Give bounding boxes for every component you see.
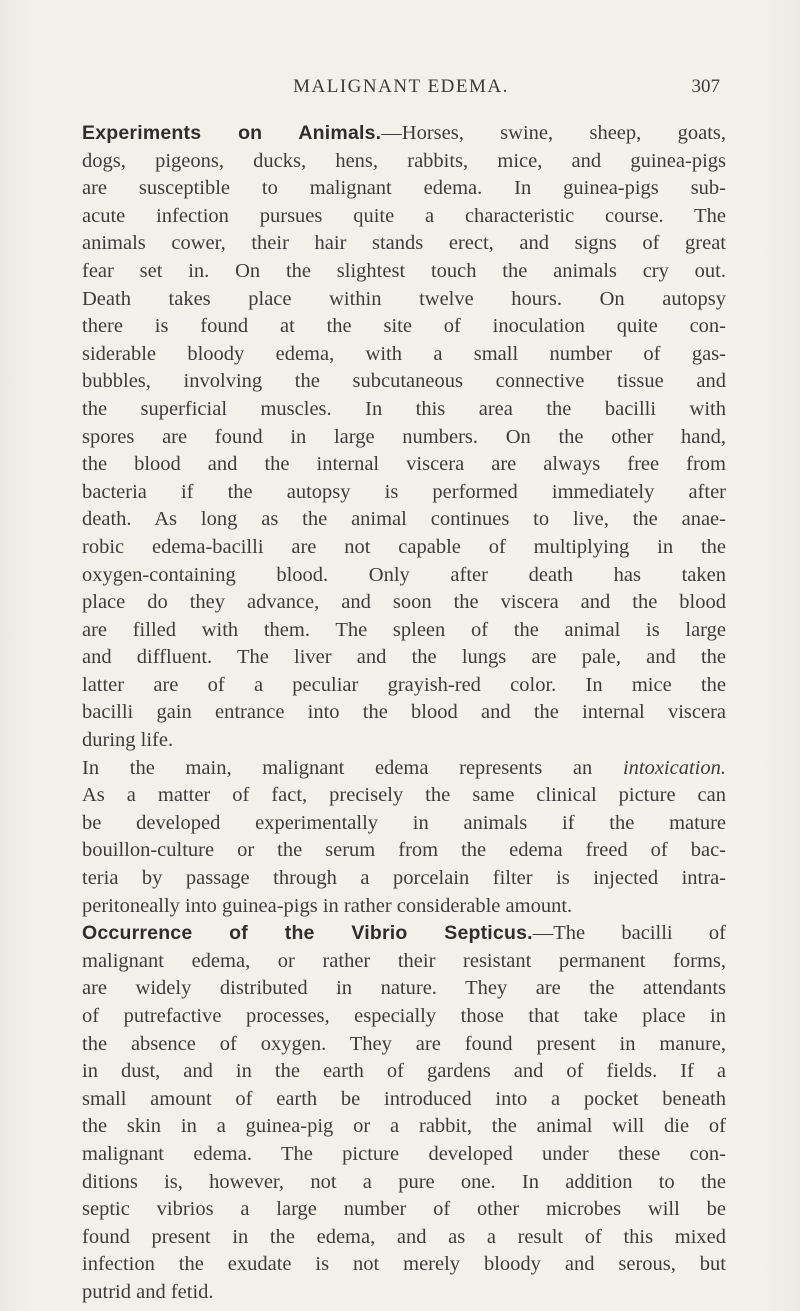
paragraph-occurrence-vibrio-septicus xyxy=(82,920,726,1306)
text-line: In the main, malignant edema represents an intoxication. xyxy=(82,756,726,779)
text-line: latter are of a peculiar grayish-red color. In mice the xyxy=(82,673,726,696)
text-line: the skin in a guinea-pig or a rabbit, the animal will die of xyxy=(82,1115,726,1138)
text-line: bacilli gain entrance into the blood and the internal viscera xyxy=(82,701,726,724)
section-heading: Experiments on Animals. xyxy=(82,122,382,144)
text-line: are widely distributed in nature. They are the attendants xyxy=(82,977,726,1000)
text-line: there is found at the site of inoculation quite con- xyxy=(82,315,726,338)
text-line: and diffluent. The liver and the lungs are pale, and the xyxy=(82,646,726,669)
text-line: are susceptible to malignant edema. In guinea-pigs sub- xyxy=(82,177,726,200)
text-line: robic edema-bacilli are not capable of multiplying in the xyxy=(82,535,726,558)
text-line: the blood and the internal viscera are always free from xyxy=(82,453,726,476)
text-line: small amount of earth be introduced into a pocket beneath xyxy=(82,1087,726,1110)
text-line: peritoneally into guinea-pigs in rather considerable amount. xyxy=(82,894,573,917)
text-line: siderable bloody edema, with a small number of gas- xyxy=(82,342,726,365)
text-line: ditions is, however, not a pure one. In addition to the xyxy=(82,1170,726,1193)
paragraph-intoxication xyxy=(82,755,726,921)
text-line: putrid and fetid. xyxy=(82,1280,214,1303)
text-line: of putrefactive processes, especially those that take place in xyxy=(82,1005,726,1027)
italic-term: intoxication. xyxy=(622,756,726,779)
text-line: oxygen-containing blood. Only after death has taken xyxy=(82,563,726,586)
text-line: bouillon-culture or the serum from the edema freed of bac- xyxy=(82,839,726,862)
text-line: acute infection pursues quite a characteristic course. The xyxy=(82,204,726,227)
text-line: during life. xyxy=(82,729,174,752)
section-heading: Occurrence of the Vibrio Septicus. xyxy=(82,922,533,945)
running-head: MALIGNANT EDEMA. xyxy=(293,76,509,97)
text-line: spores are found in large numbers. On the other hand, xyxy=(82,425,726,448)
text-line: septic vibrios a large number of other microbes will be xyxy=(82,1198,726,1221)
text-line: place do they advance, and soon the viscera and the blood xyxy=(82,591,726,614)
text-line: teria by passage through a porcelain filter is injected intra- xyxy=(82,867,726,890)
text-line: are filled with them. The spleen of the animal is large xyxy=(82,618,726,641)
page-header xyxy=(82,76,720,106)
page-body xyxy=(82,120,726,1307)
text-line: found present in the edema, and as a result of this mixed xyxy=(82,1225,726,1248)
text-line: Occurrence of the Vibrio Septicus.—The bacilli of xyxy=(82,922,726,945)
paragraph-experiments-on-animals xyxy=(82,120,726,755)
text-line: the superficial muscles. In this area the bacilli with xyxy=(82,397,726,420)
text-line: malignant edema. The picture developed under these con- xyxy=(82,1142,726,1165)
text-line: Death takes place within twelve hours. On autopsy xyxy=(82,287,726,310)
text-line: bubbles, involving the subcutaneous connective tissue and xyxy=(82,370,726,393)
text-line: As a matter of fact, precisely the same clinical picture can xyxy=(82,784,726,807)
text-line: bacteria if the autopsy is performed immediately after xyxy=(82,480,726,503)
text-line: in dust, and in the earth of gardens and of fields. If a xyxy=(82,1060,726,1083)
text-line: malignant edema, or rather their resistant permanent forms, xyxy=(82,949,726,972)
text-line: fear set in. On the slightest touch the animals cry out. xyxy=(82,259,726,282)
text-line: the absence of oxygen. They are found present in manure, xyxy=(82,1032,726,1055)
text-line: death. As long as the animal continues to live, the anae- xyxy=(82,508,726,531)
text-line: animals cower, their hair stands erect, and signs of great xyxy=(82,232,726,255)
text-line: dogs, pigeons, ducks, hens, rabbits, mice, and guinea-pigs xyxy=(82,149,726,172)
page-number: 307 xyxy=(691,76,720,97)
text-line: Experiments on Animals.—Horses, swine, sheep, goats, xyxy=(82,122,726,144)
text-line: be developed experimentally in animals if the mature xyxy=(82,811,726,834)
text-line: infection the exudate is not merely bloody and serous, but xyxy=(82,1253,726,1276)
